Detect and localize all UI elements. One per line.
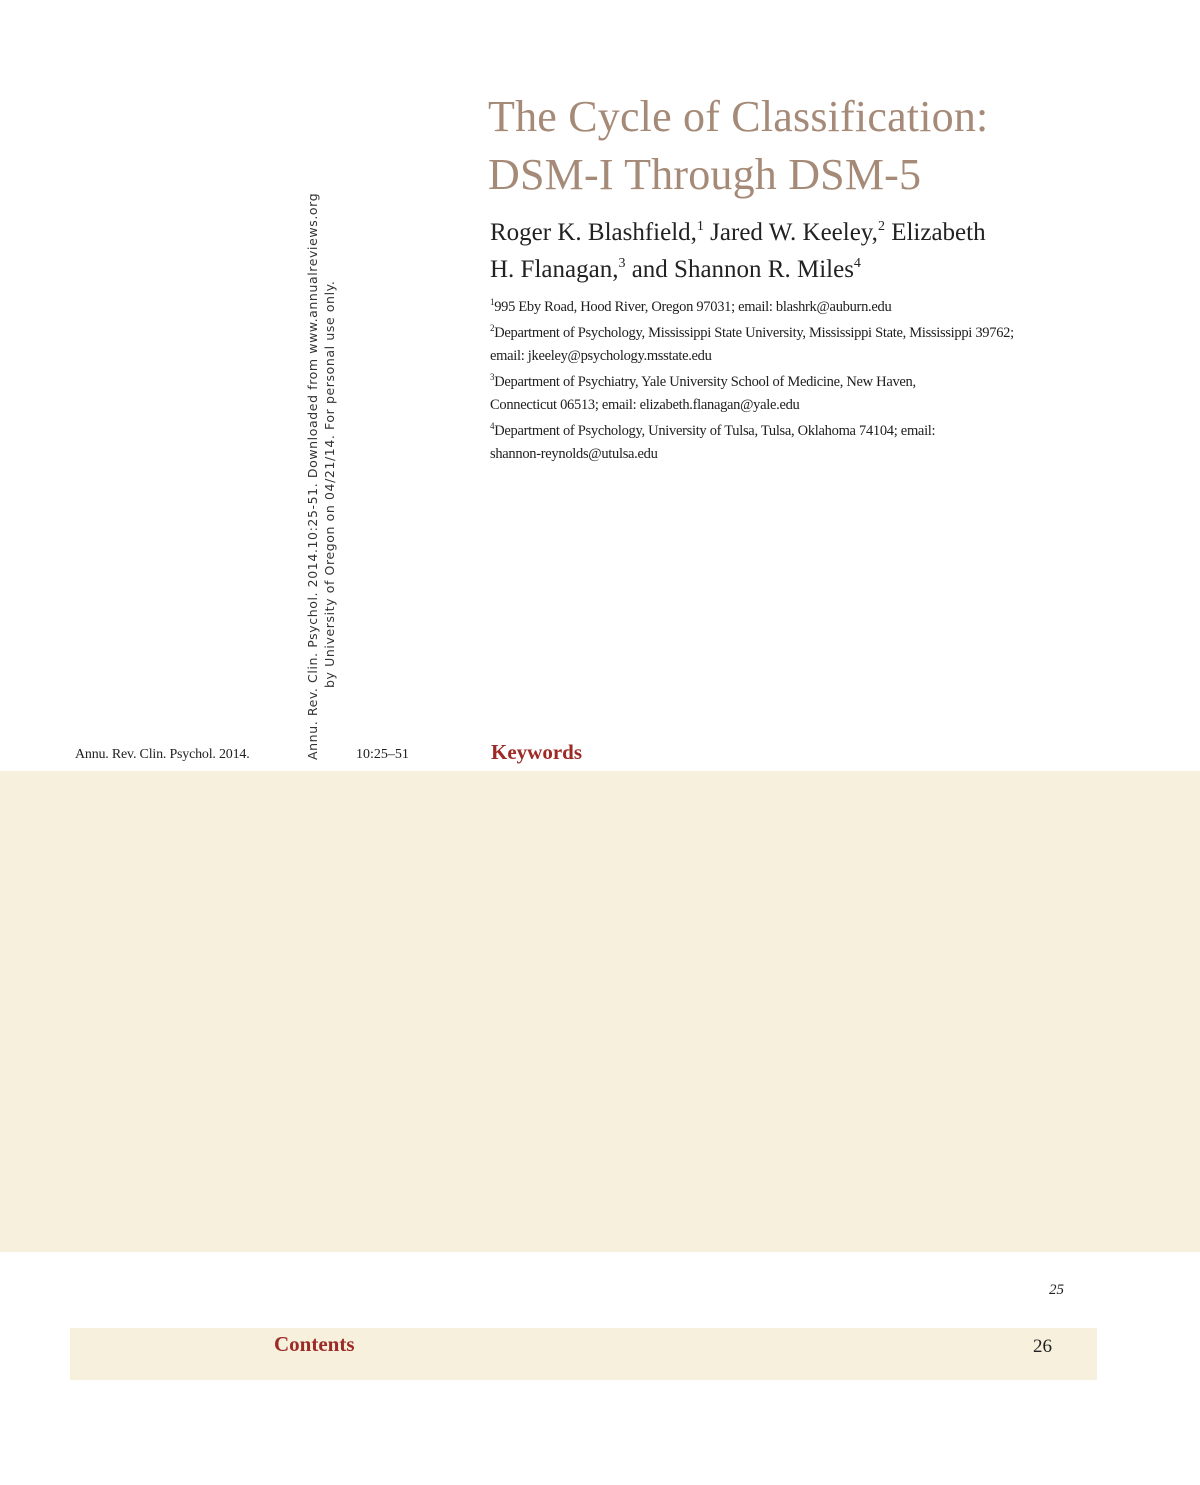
affiliation-4 xyxy=(490,420,1130,466)
author-name: Jared W. Keeley, xyxy=(710,219,878,246)
affiliation-superscript: 2 xyxy=(490,323,495,333)
contents-link[interactable]: Contents xyxy=(274,1332,355,1356)
affiliation-2 xyxy=(490,322,1130,368)
journal-citation: Annu. Rev. Clin. Psychol. 2014. xyxy=(75,747,250,762)
author-name: and Shannon R. Miles xyxy=(631,256,854,283)
affiliation-superscript: 3 xyxy=(490,372,495,382)
affiliation-text: Department of Psychology, University of Tulsa, Tulsa, Oklahoma 74104; email: xyxy=(494,423,936,439)
article-title xyxy=(488,88,1128,204)
affiliation-email[interactable]: shannon-reynolds@utulsa.edu xyxy=(490,446,658,462)
download-line-2: by University of Oregon on 04/21/14. For personal use only. xyxy=(322,280,337,688)
author-superscript: 3 xyxy=(618,256,626,271)
affiliation-3 xyxy=(490,371,1130,417)
author-superscript: 1 xyxy=(696,219,704,234)
affiliation-text: 995 Eby Road, Hood River, Oregon 97031; email: blashrk@auburn.edu xyxy=(494,299,892,315)
abstract-panel xyxy=(0,771,1200,1252)
affiliation-email[interactable]: Connecticut 06513; email: elizabeth.flanagan@yale.edu xyxy=(490,397,800,413)
affiliations xyxy=(490,296,1130,469)
author-name: Roger K. Blashfield, xyxy=(490,219,697,246)
affiliation-1 xyxy=(490,296,1130,319)
affiliation-text: Department of Psychology, Mississippi State University, Mississippi State, Mississippi 39762; xyxy=(494,325,1014,341)
page-number: 25 xyxy=(1049,1282,1064,1298)
title-line-2: DSM-I Through DSM-5 xyxy=(488,150,922,199)
download-watermark-text xyxy=(304,148,338,760)
author-name: Elizabeth xyxy=(891,219,986,246)
page-range: 10:25–51 xyxy=(356,747,409,762)
affiliation-email[interactable]: email: jkeeley@psychology.msstate.edu xyxy=(490,348,712,364)
contents-bar[interactable] xyxy=(70,1328,1097,1380)
affiliation-text: Department of Psychiatry, Yale University School of Medicine, New Haven, xyxy=(494,374,916,390)
contents-page-number: 26 xyxy=(1033,1336,1052,1357)
author-name: H. Flanagan, xyxy=(490,256,619,283)
download-watermark xyxy=(304,148,340,760)
download-line-1: Annu. Rev. Clin. Psychol. 2014.10:25-51. Downloaded from www.annualreviews.org xyxy=(305,192,320,760)
author-superscript: 2 xyxy=(877,219,885,234)
title-line-1: The Cycle of Classification: xyxy=(488,92,989,141)
author-superscript: 4 xyxy=(853,256,861,271)
author-list xyxy=(490,214,1090,288)
affiliation-superscript: 4 xyxy=(490,421,495,431)
keywords-heading: Keywords xyxy=(491,740,582,764)
affiliation-superscript: 1 xyxy=(490,297,495,307)
